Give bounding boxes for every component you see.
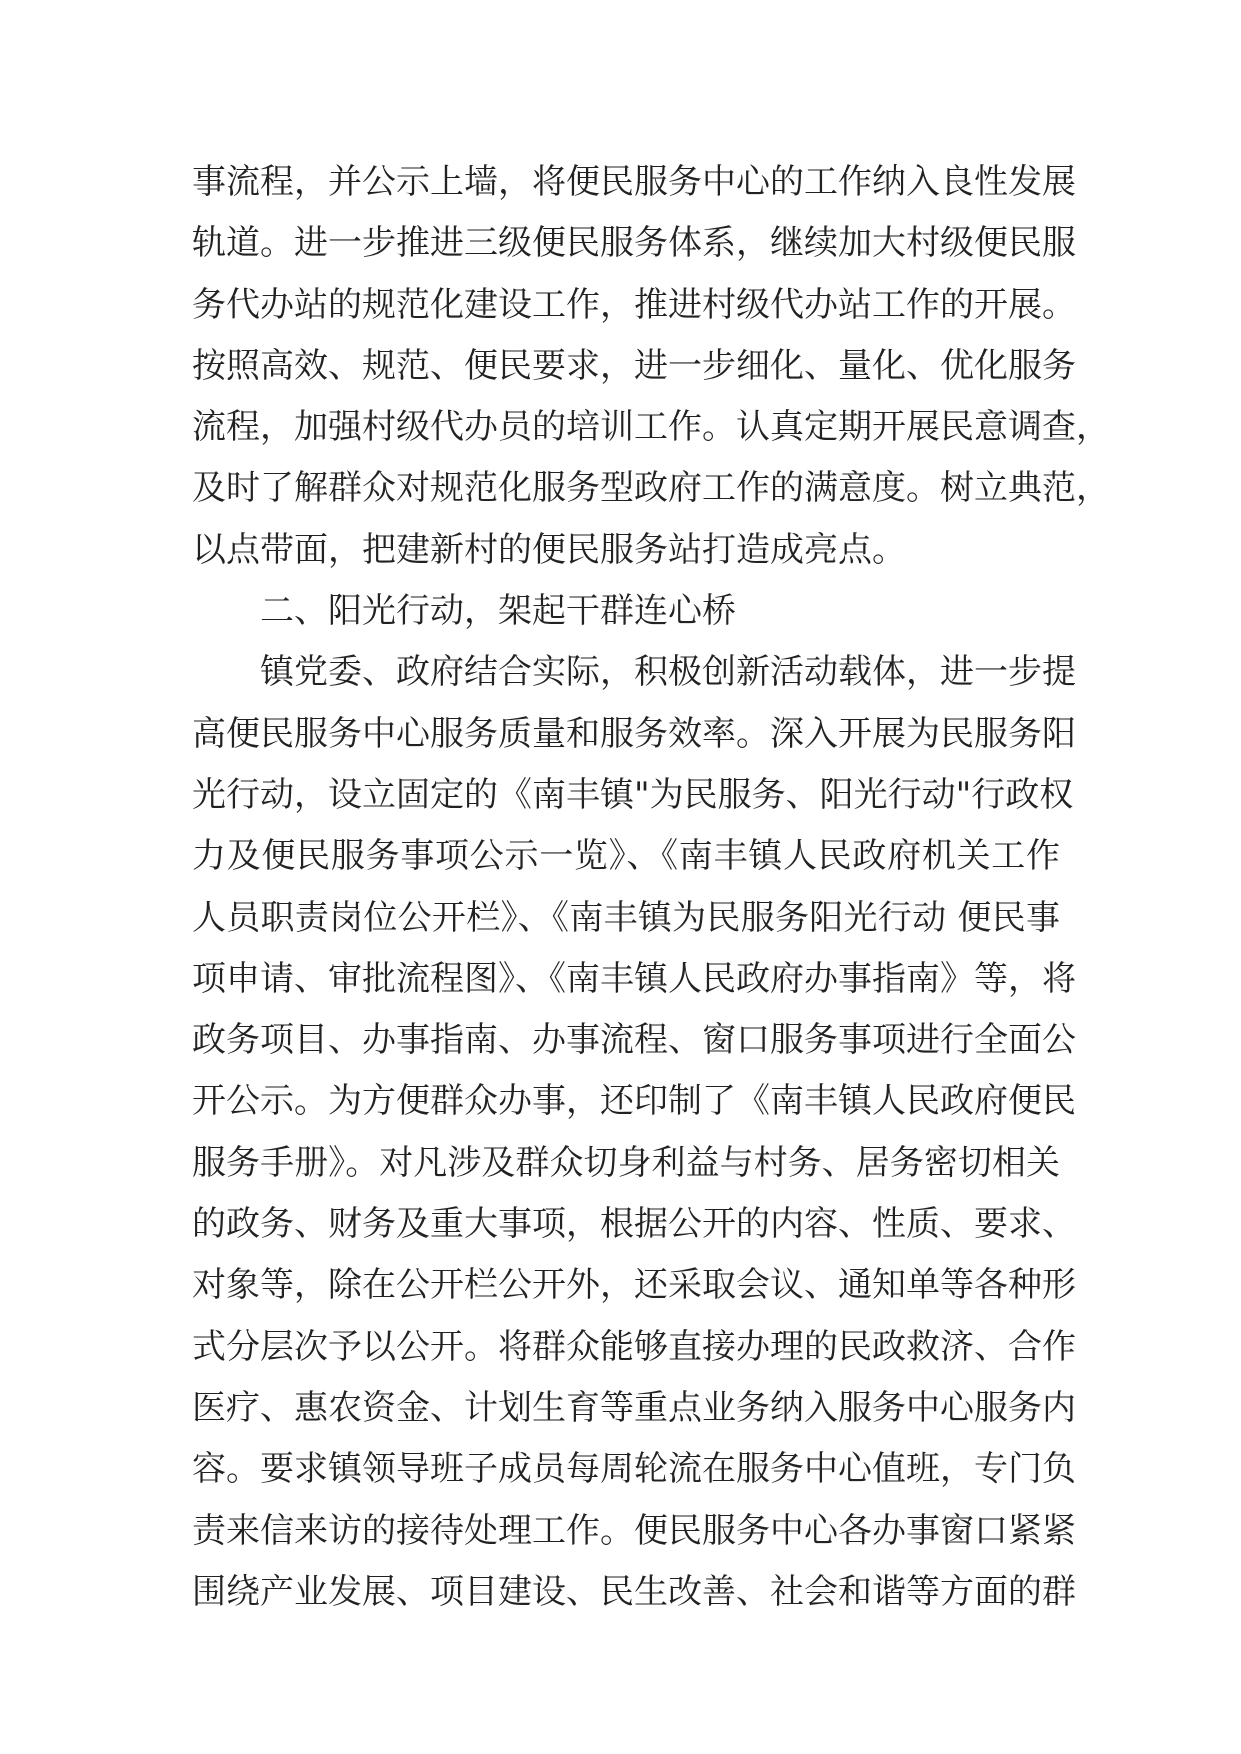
paragraph-line: 人员职责岗位公开栏》、《南丰镇为民服务阳光行动 便民事 bbox=[192, 897, 1060, 938]
paragraph-line: 流程，加强村级代办员的培训工作。认真定期开展民意调查， bbox=[192, 407, 1110, 448]
paragraph-line: 项申请、审批流程图》、《南丰镇人民政府办事指南》等，将 bbox=[192, 958, 1076, 999]
paragraph-line: 服务手册》。对凡涉及群众切身利益与村务、居务密切相关 bbox=[192, 1142, 1060, 1183]
document-body bbox=[192, 152, 1110, 1623]
paragraph-line: 围绕产业发展、项目建设、民生改善、社会和谐等方面的群 bbox=[192, 1571, 1076, 1612]
section-heading: 二、阳光行动，架起干群连心桥 bbox=[260, 591, 736, 632]
paragraph-line: 对象等，除在公开栏公开外，还采取会议、通知单等各种形 bbox=[192, 1265, 1076, 1306]
paragraph-line: 责来信来访的接待处理工作。便民服务中心各办事窗口紧紧 bbox=[192, 1510, 1076, 1551]
paragraph-line: 容。要求镇领导班子成员每周轮流在服务中心值班，专门负 bbox=[192, 1449, 1076, 1490]
paragraph-line: 以点带面，把建新村的便民服务站打造成亮点。 bbox=[192, 529, 906, 570]
paragraph-line: 医疗、惠农资金、计划生育等重点业务纳入服务中心服务内 bbox=[192, 1387, 1076, 1428]
paragraph-line: 开公示。为方便群众办事，还印制了《南丰镇人民政府便民 bbox=[192, 1081, 1076, 1122]
paragraph-line: 的政务、财务及重大事项，根据公开的内容、性质、要求、 bbox=[192, 1204, 1076, 1245]
paragraph-line: 及时了解群众对规范化服务型政府工作的满意度。树立典范， bbox=[192, 468, 1110, 509]
paragraph-line: 力及便民服务事项公示一览》、《南丰镇人民政府机关工作 bbox=[192, 836, 1060, 877]
paragraph-line: 事流程，并公示上墙，将便民服务中心的工作纳入良性发展 bbox=[192, 162, 1076, 202]
paragraph-line: 镇党委、政府结合实际，积极创新活动载体，进一步提 bbox=[260, 652, 1076, 693]
paragraph-line: 政务项目、办事指南、办事流程、窗口服务事项进行全面公 bbox=[192, 1020, 1076, 1061]
paragraph-line: 高便民服务中心服务质量和服务效率。深入开展为民服务阳 bbox=[192, 713, 1076, 754]
paragraph-line: 轨道。进一步推进三级便民服务体系，继续加大村级便民服 bbox=[192, 223, 1076, 264]
paragraph-line: 光行动，设立固定的《南丰镇"为民服务、阳光行动"行政权 bbox=[192, 774, 1074, 815]
paragraph-line: 式分层次予以公开。将群众能够直接办理的民政救济、合作 bbox=[192, 1326, 1076, 1367]
paragraph-line: 务代办站的规范化建设工作，推进村级代办站工作的开展。 bbox=[192, 284, 1076, 325]
paragraph-line: 按照高效、规范、便民要求，进一步细化、量化、优化服务 bbox=[192, 345, 1076, 386]
